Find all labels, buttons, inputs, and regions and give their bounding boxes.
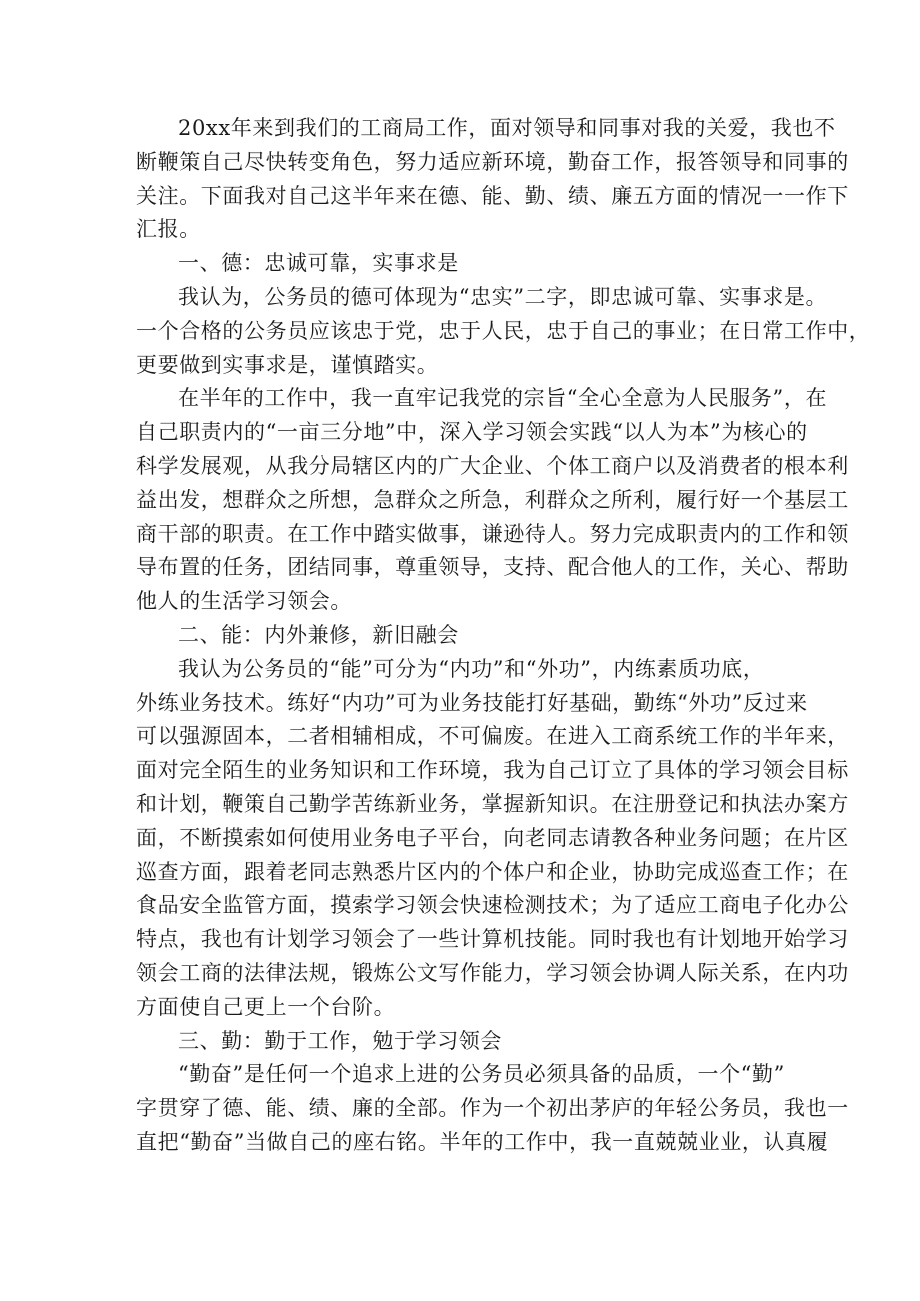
text-line: 一、德：忠诚可靠，实事求是 [178,251,459,276]
text-line: 商干部的职责。在工作中踏实做事，谦逊待人。努力完成职责内的工作和领 [136,521,849,546]
text-line: 更要做到实事求是，谨慎踏实。 [136,352,439,377]
text-line: 自己职责内的“一亩三分地”中，深入学习领会实践“以人为本”为核心的 [136,420,808,445]
document-body [136,112,871,1160]
text-line: 直把“勤奋”当做自己的座右铭。半年的工作中，我一直兢兢业业，认真履 [136,1129,829,1154]
text-line: 和计划，鞭策自己勤学苦练新业务，掌握新知识。在注册登记和执法办案方 [136,791,849,816]
text-line: 二、能：内外兼修，新旧融会 [178,622,459,647]
text-line: 我认为公务员的“能”可分为“内功”和“外功”，内练素质功底， [178,656,765,681]
text-line: 关注。下面我对自己这半年来在德、能、勤、绩、廉五方面的情况一一作下 [136,183,849,208]
text-line: 断鞭策自己尽快转变角色，努力适应新环境，勤奋工作，报答领导和同事的 [136,149,849,174]
text-line: 巡查方面，跟着老同志熟悉片区内的个体户和企业，协助完成巡查工作；在 [136,859,849,884]
text-line: 在半年的工作中，我一直牢记我党的宗旨“全心全意为人民服务”，在 [178,386,828,411]
text-line: 特点，我也有计划学习领会了一些计算机技能。同时我也有计划地开始学习 [136,927,849,952]
text-line: 面对完全陌生的业务知识和工作环境，我为自己订立了具体的学习领会目标 [136,758,849,783]
text-line: 一个合格的公务员应该忠于党，忠于人民，忠于自己的事业；在日常工作中， [136,318,871,343]
text-line: 他人的生活学习领会。 [136,589,352,614]
text-line: 我认为，公务员的德可体现为“忠实”二字，即忠诚可靠、实事求是。 [178,284,828,309]
text-line: 三、勤：勤于工作，勉于学习领会 [178,1028,502,1053]
text-line: 外练业务技术。练好“内功”可为业务技能打好基础，勤练“外功”反过来 [136,690,808,715]
text-line: “勤奋”是任何一个追求上进的公务员必须具备的品质，一个“勤” [178,1062,785,1087]
text-line: 汇报。 [136,217,201,242]
text-line: 食品安全监管方面，摸索学习领会快速检测技术；为了适应工商电子化办公 [136,893,849,918]
text-line: 20xx年来到我们的工商局工作，面对领导和同事对我的关爱，我也不 [178,116,836,140]
text-line: 面，不断摸索如何使用业务电子平台，向老同志请教各种业务问题；在片区 [136,825,849,850]
text-line: 字贯穿了德、能、绩、廉的全部。作为一个初出茅庐的年轻公务员，我也一 [136,1096,849,1121]
text-line: 导布置的任务，团结同事，尊重领导，支持、配合他人的工作，关心、帮助 [136,555,849,580]
text-line: 科学发展观，从我分局辖区内的广大企业、个体工商户以及消费者的根本利 [136,453,849,478]
text-line: 领会工商的法律法规，锻炼公文写作能力，学习领会协调人际关系，在内功 [136,960,849,985]
text-line: 方面使自己更上一个台阶。 [136,994,396,1019]
text-line: 可以强源固本，二者相辅相成，不可偏废。在进入工商系统工作的半年来， [136,724,849,749]
text-line: 益出发，想群众之所想，急群众之所急，利群众之所利，履行好一个基层工 [136,487,849,512]
